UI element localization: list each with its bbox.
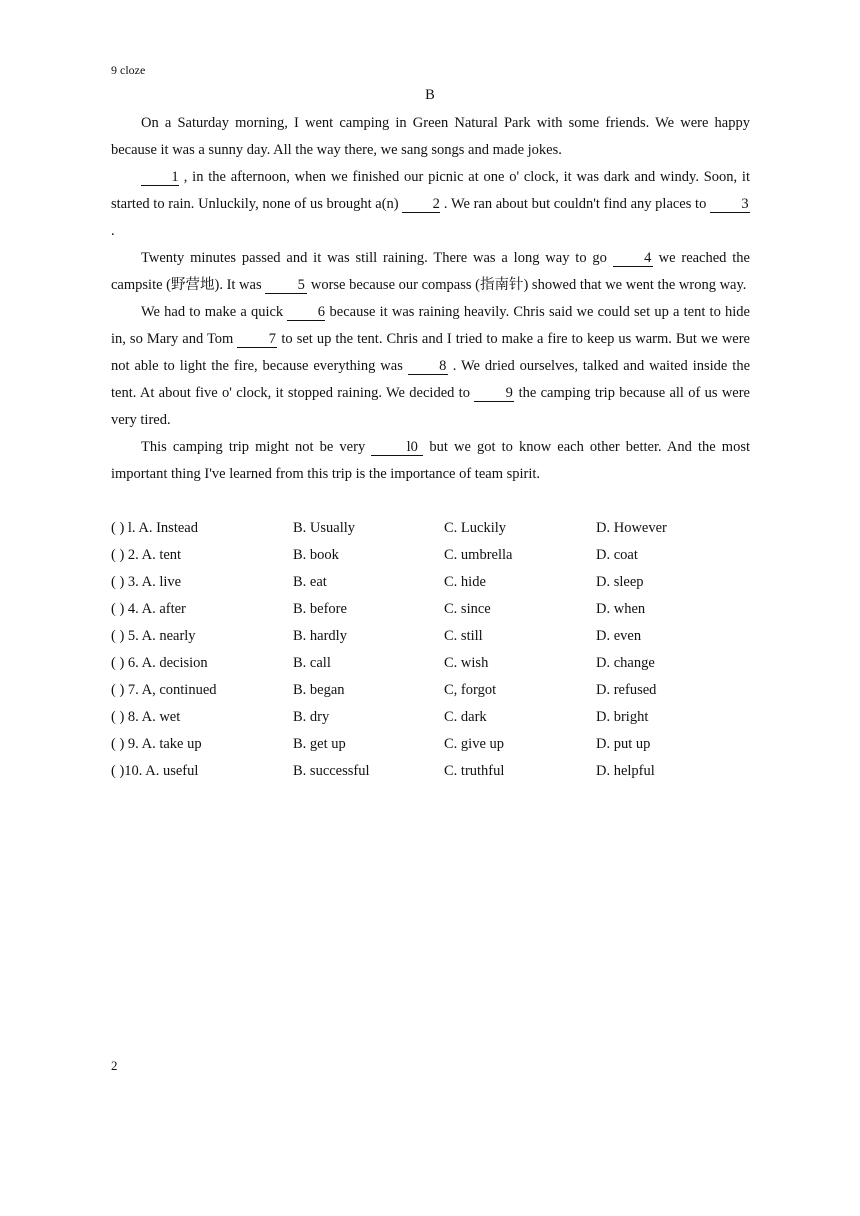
answer-options	[111, 515, 750, 785]
option-c: C. still	[444, 628, 483, 644]
option-c: C. truthful	[444, 763, 505, 779]
option-c: C. wish	[444, 655, 489, 671]
option-a: ( ) 5. A. nearly	[111, 628, 196, 644]
paragraph-2	[111, 164, 750, 245]
blank-9: 9	[474, 385, 514, 402]
blank-6: 6	[287, 304, 325, 321]
paragraph-4-text: to set up the tent. Chris and I tried to make a fire to keep us warm. But we were not able to light the fire, because everything was	[111, 331, 750, 374]
option-a: ( )10. A. useful	[111, 763, 199, 779]
option-a: ( ) 4. A. after	[111, 601, 186, 617]
paragraph-4-text: because it was raining heavily. Chris said we could set up a tent to hide in, so Mary and Tom	[111, 304, 750, 347]
option-d: D. bright	[596, 709, 649, 725]
paragraph-2-text: . We ran about but couldn't find any places to	[440, 196, 710, 212]
option-c: C. Luckily	[444, 520, 507, 536]
option-d: D. helpful	[596, 763, 655, 779]
paragraph-3-text: worse because our compass (指南针) showed that we went the wrong way.	[307, 277, 747, 293]
option-d: D. sleep	[596, 574, 644, 590]
option-b: B. book	[293, 547, 339, 563]
option-c: C. hide	[444, 574, 486, 590]
paragraph-3-text: we reached the campsite (野营地). It was	[111, 250, 750, 293]
option-c: C. give up	[444, 736, 505, 752]
blank-1: 1	[141, 169, 179, 186]
paragraph-4	[111, 299, 750, 434]
option-d: D. change	[596, 655, 655, 671]
option-b: B. call	[293, 655, 331, 671]
option-b: B. before	[293, 601, 347, 617]
option-d: D. even	[596, 628, 642, 644]
option-row-5	[111, 623, 750, 650]
option-d: D. refused	[596, 682, 657, 698]
option-row-6	[111, 650, 750, 677]
option-a: ( ) 3. A. live	[111, 574, 182, 590]
option-c: C. dark	[444, 709, 487, 725]
blank-2: 2	[402, 196, 440, 213]
option-d: D. put up	[596, 736, 651, 752]
blank-5: 5	[265, 277, 307, 294]
paragraph-3	[111, 245, 750, 299]
blank-8: 8	[408, 358, 448, 375]
option-b: B. successful	[293, 763, 370, 779]
paragraph-5-text: but we got to know each other better. And the most important thing I've learned from this trip is the importance of team spirit.	[111, 439, 750, 482]
blank-10: l0	[371, 439, 423, 456]
option-a: ( ) l. A. Instead	[111, 520, 198, 536]
blank-7: 7	[237, 331, 277, 348]
option-row-7	[111, 677, 750, 704]
paragraph-2-text: , in the afternoon, when we finished our picnic at one o' clock, it was dark and windy. Soon, it started to rain. Unluckily, none of us brought a(n)	[111, 169, 750, 212]
option-row-4	[111, 596, 750, 623]
paragraph-4-text: the camping trip because all of us were very tired.	[111, 385, 750, 428]
option-row-8	[111, 704, 750, 731]
option-a: ( ) 9. A. take up	[111, 736, 202, 752]
option-b: B. began	[293, 682, 345, 698]
option-b: B. hardly	[293, 628, 347, 644]
option-row-2	[111, 542, 750, 569]
option-row-9	[111, 731, 750, 758]
option-d: D. However	[596, 520, 667, 536]
blank-4: 4	[613, 250, 653, 267]
blank-3: 3	[710, 196, 750, 213]
section-title: B	[425, 87, 435, 103]
option-c: C, forgot	[444, 682, 497, 698]
option-row-3	[111, 569, 750, 596]
paragraph-4-text: We had to make a quick	[141, 304, 288, 320]
paragraph-1: On a Saturday morning, I went camping in Green Natural Park with some friends. We were happy because it was a sunny day. All the way there, we sang songs and made jokes.	[111, 115, 750, 158]
option-a: ( ) 2. A. tent	[111, 547, 182, 563]
option-a: ( ) 7. A, continued	[111, 682, 217, 698]
option-b: B. Usually	[293, 520, 356, 536]
option-c: C. umbrella	[444, 547, 513, 563]
option-b: B. dry	[293, 709, 330, 725]
paragraph-4-text: . We dried ourselves, talked and waited inside the tent. At about five o' clock, it stopped raining. We decided to	[111, 358, 751, 401]
page-number: 2	[111, 1058, 118, 1073]
option-a: ( ) 8. A. wet	[111, 709, 181, 725]
option-row-10	[111, 758, 750, 785]
paragraph-5-text: This camping trip might not be very	[141, 439, 372, 455]
page-header: 9 cloze	[111, 63, 146, 77]
option-a: ( ) 6. A. decision	[111, 655, 208, 671]
option-row-1	[111, 515, 750, 542]
option-d: D. when	[596, 601, 646, 617]
option-d: D. coat	[596, 547, 638, 563]
paragraph-5	[111, 434, 750, 488]
option-b: B. get up	[293, 736, 346, 752]
option-c: C. since	[444, 601, 491, 617]
paragraph-3-text: Twenty minutes passed and it was still raining. There was a long way to go	[141, 250, 613, 266]
paragraph-2-text: .	[111, 223, 115, 239]
option-b: B. eat	[293, 574, 327, 590]
cloze-passage	[111, 110, 750, 488]
